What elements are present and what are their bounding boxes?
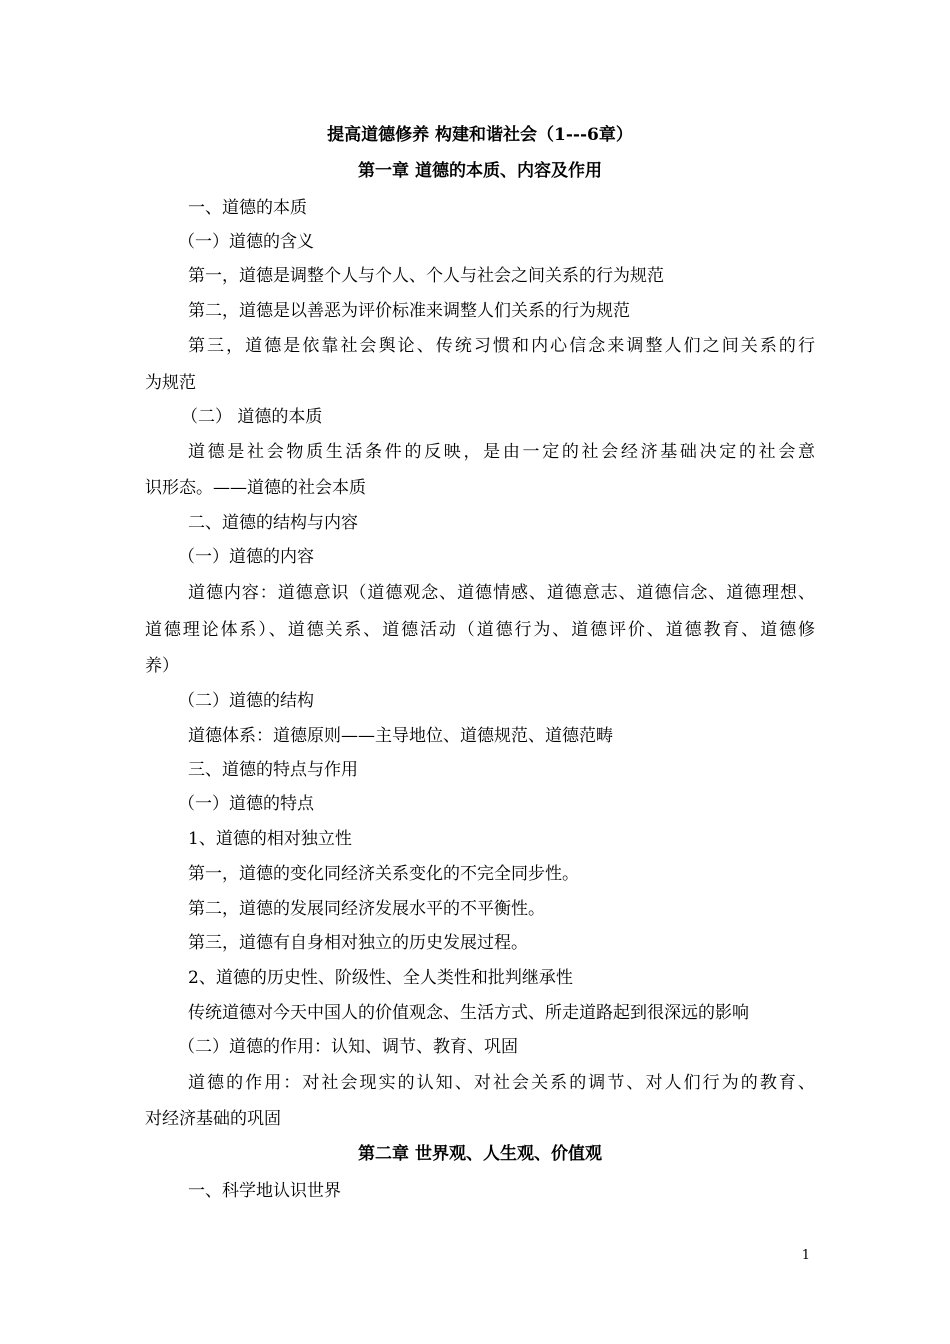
- paragraph: 第二，道德的发展同经济发展水平的不平衡性。: [188, 899, 545, 919]
- subsection-heading: （一）道德的特点: [178, 794, 314, 814]
- paragraph-line: 道德的作用：对社会现实的认知、对社会关系的调节、对人们行为的教育、: [188, 1073, 815, 1093]
- paragraph-line: 第三，道德是依靠社会舆论、传统习惯和内心信念来调整人们之间关系的行: [188, 336, 815, 356]
- paragraph-line: 道德是社会物质生活条件的反映，是由一定的社会经济基础决定的社会意: [188, 442, 815, 462]
- paragraph-line: 为规范: [145, 373, 196, 393]
- paragraph: 第二，道德是以善恶为评价标准来调整人们关系的行为规范: [188, 301, 630, 321]
- paragraph: 第一，道德是调整个人与个人、个人与社会之间关系的行为规范: [188, 266, 664, 286]
- list-item: 2、道德的历史性、阶级性、全人类性和批判继承性: [188, 968, 573, 988]
- document-title: 提高道德修养 构建和谐社会（1---6章）: [327, 125, 633, 145]
- subsection-heading: （二） 道德的本质: [181, 407, 323, 427]
- paragraph-line: 道德理论体系）、道德关系、道德活动（道德行为、道德评价、道德教育、道德修: [145, 620, 815, 640]
- section-heading: 一、道德的本质: [188, 198, 307, 218]
- subsection-heading: （一）道德的含义: [178, 232, 314, 252]
- subsection-heading: （二）道德的作用：认知、调节、教育、巩固: [178, 1037, 518, 1057]
- paragraph: 第三，道德有自身相对独立的历史发展过程。: [188, 933, 528, 953]
- list-item: 1、道德的相对独立性: [188, 829, 352, 849]
- paragraph-line: 养）: [145, 656, 179, 676]
- section-heading: 二、道德的结构与内容: [188, 513, 358, 533]
- subsection-heading: （二）道德的结构: [178, 691, 314, 711]
- paragraph: 第一，道德的变化同经济关系变化的不完全同步性。: [188, 864, 579, 884]
- paragraph-line: 识形态。——道德的社会本质: [145, 478, 366, 498]
- paragraph-line: 对经济基础的巩固: [145, 1109, 281, 1129]
- chapter-heading: 第二章 世界观、人生观、价值观: [358, 1144, 602, 1164]
- section-heading: 一、科学地认识世界: [188, 1181, 341, 1201]
- paragraph: 道德体系：道德原则——主导地位、道德规范、道德范畴: [188, 726, 613, 746]
- paragraph-line: 道德内容：道德意识（道德观念、道德情感、道德意志、道德信念、道德理想、: [188, 583, 815, 603]
- subsection-heading: （一）道德的内容: [178, 547, 314, 567]
- section-heading: 三、道德的特点与作用: [188, 760, 358, 780]
- chapter-heading: 第一章 道德的本质、内容及作用: [358, 161, 602, 181]
- page-number: 1: [801, 1248, 810, 1263]
- paragraph: 传统道德对今天中国人的价值观念、生活方式、所走道路起到很深远的影响: [188, 1003, 749, 1023]
